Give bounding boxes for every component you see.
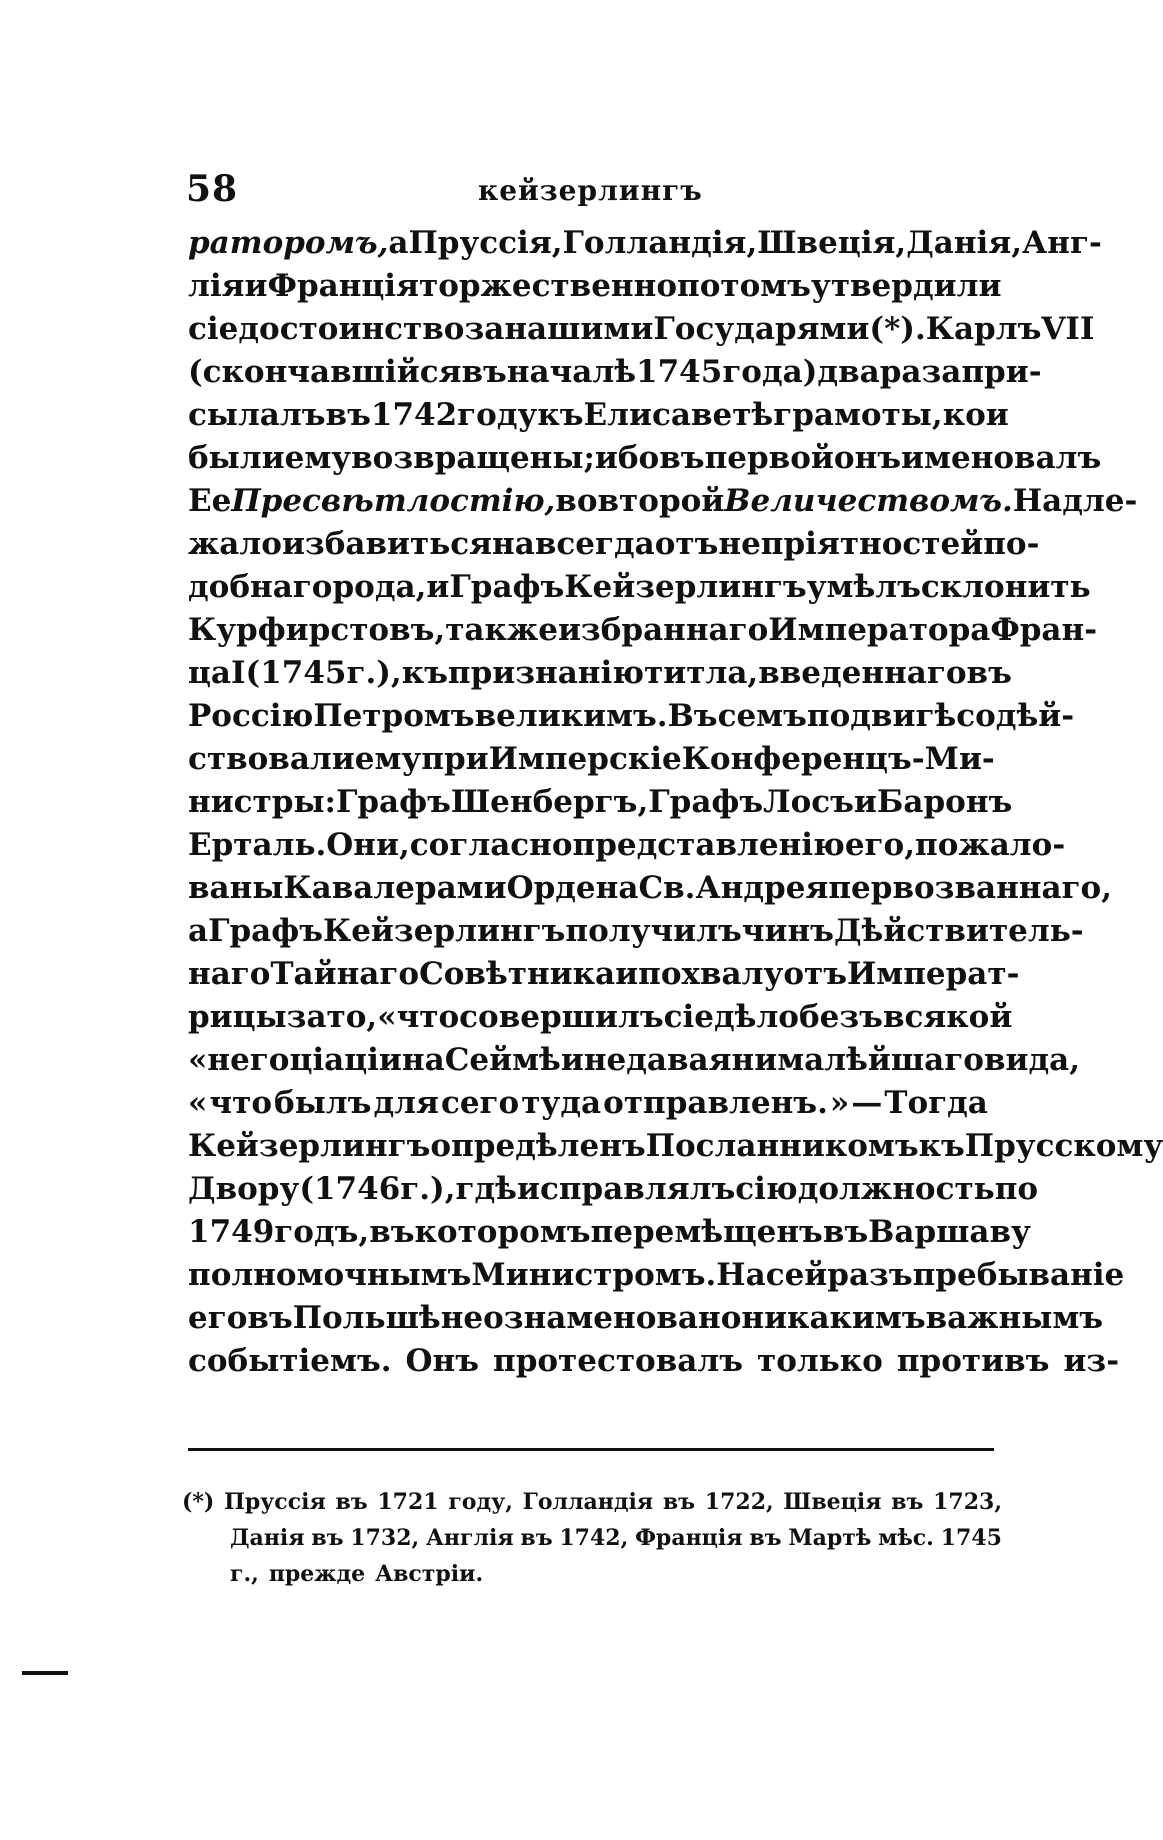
word: ца: [188, 655, 231, 691]
word: два: [817, 354, 880, 390]
text-line: [188, 308, 1095, 351]
footnote-word: прежде: [268, 1561, 366, 1587]
word: въ: [659, 440, 705, 476]
word: года): [722, 354, 818, 390]
word: титла,: [644, 655, 759, 691]
word: Графъ: [449, 569, 565, 605]
word: Дѣйствитель-: [833, 913, 1084, 949]
word: въ: [822, 1214, 869, 1250]
word: Министромъ.: [471, 1257, 717, 1293]
word: Ордена: [506, 870, 639, 906]
word: безъ: [798, 999, 883, 1035]
word: непріятностей: [718, 526, 984, 562]
word: Императ-: [846, 956, 1020, 992]
word: (1745: [245, 655, 347, 691]
text-line: [188, 222, 1102, 265]
word: за: [286, 999, 327, 1035]
word: Сеймѣ: [444, 1042, 561, 1078]
word: полномочнымъ: [188, 1257, 472, 1293]
word: Елисаветѣ: [583, 397, 774, 433]
word: протестовалъ: [493, 1343, 743, 1379]
word: (1746: [299, 1171, 401, 1207]
word: Анг-: [1022, 225, 1102, 261]
footnote-line: [182, 1484, 1002, 1520]
word: году: [457, 397, 538, 433]
word: нистры:: [188, 784, 336, 820]
text-line: [188, 265, 1002, 308]
word: «: [377, 999, 397, 1035]
word: и: [244, 268, 268, 304]
text-line: [188, 437, 1102, 480]
word: г.),: [400, 1171, 456, 1207]
footnote-word: Швеція: [783, 1489, 882, 1515]
word: а: [188, 913, 209, 949]
word: —: [851, 1085, 883, 1121]
word: въ: [369, 1214, 415, 1250]
footnote-word: 1722,: [704, 1489, 774, 1515]
footnote-word: 1745: [940, 1525, 1002, 1551]
word: въ: [461, 354, 507, 390]
word: первозваннаго,: [828, 870, 1113, 906]
word: не: [440, 1300, 484, 1336]
word: перемѣщенъ: [590, 1214, 823, 1250]
word: по: [994, 1171, 1039, 1207]
word: Государями: [653, 311, 870, 347]
word: Фран-: [990, 612, 1098, 648]
word: онъ: [833, 440, 902, 476]
word: «: [188, 1085, 208, 1121]
word: похвалу: [638, 956, 784, 992]
word: содѣй-: [956, 698, 1075, 734]
word: и: [853, 784, 877, 820]
word: во: [555, 483, 598, 519]
word: Имперскіе: [488, 741, 682, 777]
word: въ: [325, 397, 371, 433]
text-line: [188, 394, 1009, 437]
word: Конференцъ: [681, 741, 912, 777]
footnote-word: Англія: [425, 1525, 514, 1551]
footnote-word: 1723,: [933, 1489, 1002, 1515]
word: Варшаву: [868, 1214, 1031, 1250]
word: которомъ: [414, 1214, 591, 1250]
footnote-line: [182, 1520, 1002, 1556]
footnote-word: въ: [749, 1525, 782, 1551]
text-line: [188, 695, 1075, 738]
text-line: [188, 1297, 1104, 1340]
word: что: [209, 1085, 272, 1121]
text-line: [188, 566, 1091, 609]
word: именовалъ: [901, 440, 1102, 476]
word: избраннаго: [557, 612, 769, 648]
word: Св.: [638, 870, 696, 906]
word: -: [911, 741, 925, 777]
margin-mark: [22, 1671, 68, 1675]
footnote-word: г.,: [230, 1561, 259, 1587]
footnote-word: въ: [335, 1489, 368, 1515]
word: Тайнаго: [270, 956, 420, 992]
word: раза: [879, 354, 962, 390]
word: великимъ.: [474, 698, 668, 734]
word: раторомъ,: [188, 225, 389, 261]
word: къ: [537, 397, 584, 433]
word: достоинство: [238, 311, 465, 347]
word: ствовали: [188, 741, 355, 777]
word: нашими: [504, 311, 654, 347]
word: рицы: [188, 999, 287, 1035]
word: началѣ: [506, 354, 637, 390]
word: въ: [966, 655, 1012, 691]
footnote-line: [182, 1556, 1002, 1592]
word: Ми-: [924, 741, 995, 777]
word: получилъ: [565, 913, 742, 949]
text-line: [188, 652, 1012, 695]
word: исправлялъ: [516, 1171, 736, 1207]
word: Онъ: [405, 1343, 479, 1379]
word: Швеція,: [757, 225, 907, 261]
word: совершилъ: [459, 999, 664, 1035]
word: Надле-: [1012, 483, 1138, 519]
word: негоціаціи: [207, 1042, 402, 1078]
word: 1742: [370, 397, 458, 433]
text-line: [188, 609, 1098, 652]
word: Они,: [326, 827, 410, 863]
word: склонить: [920, 569, 1091, 605]
word: наго: [188, 956, 271, 992]
word: добнаго: [188, 569, 333, 605]
word: событіемъ.: [188, 1343, 392, 1379]
footnote-word: Франція: [635, 1525, 743, 1551]
word: Посланникомъ: [645, 1128, 919, 1164]
word: Карлъ: [925, 311, 1042, 347]
footnote-word: въ: [662, 1489, 696, 1515]
word: сію: [735, 1171, 798, 1207]
word: къ: [918, 1128, 965, 1164]
word: ему: [354, 741, 422, 777]
word: Совѣтника: [419, 956, 616, 992]
word: второй: [597, 483, 725, 519]
word: навсегда: [492, 526, 655, 562]
footnote-word: 1732,: [350, 1525, 420, 1551]
word: Графъ: [208, 913, 323, 949]
word: Данія,: [906, 225, 1023, 261]
word: отъ: [783, 956, 847, 992]
word: при-: [961, 354, 1042, 390]
word: никакимъ: [741, 1300, 926, 1336]
word: 1745: [636, 354, 723, 390]
word: Курфирстовъ,: [188, 612, 446, 648]
word: Графъ: [335, 784, 451, 820]
word: туда: [521, 1085, 602, 1121]
word: по-: [983, 526, 1040, 562]
word: Франція: [267, 268, 419, 304]
word: всякой: [882, 999, 1013, 1035]
text-line: [188, 867, 1113, 910]
word: для: [373, 1085, 439, 1121]
word: къ: [401, 655, 448, 691]
word: чинъ: [741, 913, 834, 949]
text-line: [188, 480, 1138, 523]
footnote-word: (*): [182, 1489, 215, 1515]
word: въ: [247, 1300, 293, 1336]
word: Пруссія,: [408, 225, 563, 261]
word: умѣлъ: [806, 569, 921, 605]
word: отъ: [654, 526, 719, 562]
word: ибо: [594, 440, 660, 476]
text-line: [188, 351, 1042, 394]
word: сего: [440, 1085, 520, 1121]
word: избавиться: [281, 526, 493, 562]
word: Шенбергъ,: [450, 784, 649, 820]
word: малѣйшаго: [777, 1042, 984, 1078]
word: годъ,: [274, 1214, 370, 1250]
word: лія: [188, 268, 245, 304]
word: возвращены;: [351, 440, 595, 476]
word: Кейзерлингъ: [323, 913, 566, 949]
word: Императора: [768, 612, 991, 648]
word: потомъ: [677, 268, 811, 304]
word: Графъ: [648, 784, 764, 820]
text-line: [188, 910, 1084, 953]
word: Россію: [188, 698, 314, 734]
word: противъ: [896, 1343, 1050, 1379]
word: Въ: [667, 698, 718, 734]
word: признанію: [447, 655, 645, 691]
text-line: [188, 1039, 1081, 1082]
word: ваны: [188, 870, 284, 906]
word: гдѣ: [455, 1171, 517, 1207]
word: торжественно: [419, 268, 677, 304]
word: на: [401, 1042, 445, 1078]
word: его,: [844, 827, 916, 863]
word: и: [560, 1042, 584, 1078]
word: ознаменовано: [483, 1300, 742, 1336]
footnote-word: Мартѣ: [788, 1525, 872, 1551]
word: былъ: [274, 1085, 372, 1121]
word: дѣло: [713, 999, 799, 1035]
word: Голландія,: [562, 225, 758, 261]
word: VII: [1041, 311, 1095, 347]
word: Ее: [188, 483, 232, 519]
word: грамоты,: [773, 397, 943, 433]
word: «: [188, 1042, 208, 1078]
word: опредѣленъ: [430, 1128, 646, 1164]
text-line: [188, 738, 995, 781]
word: то,: [326, 999, 378, 1035]
word: (*).: [869, 311, 926, 347]
running-head: кейзерлингъ: [478, 174, 703, 207]
word: утвердили: [810, 268, 1002, 304]
body-text: [188, 222, 1163, 1383]
word: Двору: [188, 1171, 300, 1207]
word: введеннаго: [758, 655, 967, 691]
word: только: [757, 1343, 883, 1379]
word: рода,: [332, 569, 427, 605]
text-line: [188, 1254, 1125, 1297]
footnotes: [182, 1484, 1002, 1592]
word: были: [188, 440, 285, 476]
word: а: [388, 225, 409, 261]
word: сылалъ: [188, 397, 326, 433]
text-line: [188, 523, 1040, 566]
footnote-word: въ: [311, 1525, 344, 1551]
word: также: [445, 612, 558, 648]
word: Величествомъ.: [724, 483, 1013, 519]
footnote-word: въ: [520, 1525, 553, 1551]
word: и: [426, 569, 450, 605]
word: кои: [942, 397, 1009, 433]
word: Прусскому: [964, 1128, 1163, 1164]
word: пожало-: [915, 827, 1066, 863]
text-line: [188, 953, 1020, 996]
footnote-word: въ: [891, 1489, 924, 1515]
footnote-divider: [188, 1448, 994, 1451]
word: Андрея: [695, 870, 829, 906]
page-number: 58: [186, 168, 239, 210]
word: Баронъ: [876, 784, 1013, 820]
word: »: [829, 1085, 850, 1121]
word: важнымъ: [925, 1300, 1104, 1336]
word: при: [421, 741, 489, 777]
word: Ерталь.: [188, 827, 327, 863]
footnote-word: мѣс.: [878, 1525, 934, 1551]
word: Пресвѣтлостію,: [231, 483, 556, 519]
text-line: [188, 1168, 1039, 1211]
word: и: [615, 956, 639, 992]
text-line: [188, 824, 1066, 867]
text-line: [188, 1125, 1163, 1168]
word: жало: [188, 526, 282, 562]
word: (скончавшійся: [188, 354, 462, 390]
word: г.),: [346, 655, 402, 691]
word: отправленъ.: [603, 1085, 828, 1121]
word: Петромъ: [313, 698, 475, 734]
word: Польшѣ: [292, 1300, 441, 1336]
word: 1749: [188, 1214, 275, 1250]
footnote-word: Данія: [230, 1525, 305, 1551]
text-line: [188, 996, 1013, 1039]
footnote-word: 1721: [377, 1489, 439, 1515]
word: не: [583, 1042, 627, 1078]
word: Кавалерами: [283, 870, 507, 906]
footnote-word: Голландія: [522, 1489, 654, 1515]
footnote-word: году,: [448, 1489, 513, 1515]
word: I: [231, 655, 246, 691]
word: Тогда: [884, 1085, 988, 1121]
word: что: [396, 999, 460, 1035]
footnote-word: Австріи.: [375, 1561, 484, 1587]
word: Лосъ: [763, 784, 854, 820]
word: Кейзерлингъ: [564, 569, 807, 605]
word: семъ: [717, 698, 807, 734]
word: из-: [1063, 1343, 1120, 1379]
word: сіе: [188, 311, 239, 347]
word: должность: [797, 1171, 995, 1207]
word: разъ: [827, 1257, 913, 1293]
word: за: [464, 311, 505, 347]
word: Кейзерлингъ: [188, 1128, 431, 1164]
word: согласно: [409, 827, 573, 863]
word: ни: [731, 1042, 778, 1078]
text-line: [188, 1082, 988, 1125]
word: подвигѣ: [806, 698, 957, 734]
word: пребываніе: [912, 1257, 1125, 1293]
footnote-word: 1742,: [559, 1525, 629, 1551]
word: сіе: [663, 999, 714, 1035]
word: На: [716, 1257, 766, 1293]
word: давая: [626, 1042, 732, 1078]
text-line: [188, 781, 1013, 824]
word: его: [188, 1300, 248, 1336]
text-line: [188, 1211, 1031, 1254]
word: ему: [284, 440, 352, 476]
word: первой: [704, 440, 834, 476]
text-line: [188, 1340, 1120, 1383]
word: представленію: [572, 827, 845, 863]
word: вида,: [983, 1042, 1081, 1078]
footnote-word: Пруссія: [224, 1489, 326, 1515]
word: сей: [765, 1257, 828, 1293]
